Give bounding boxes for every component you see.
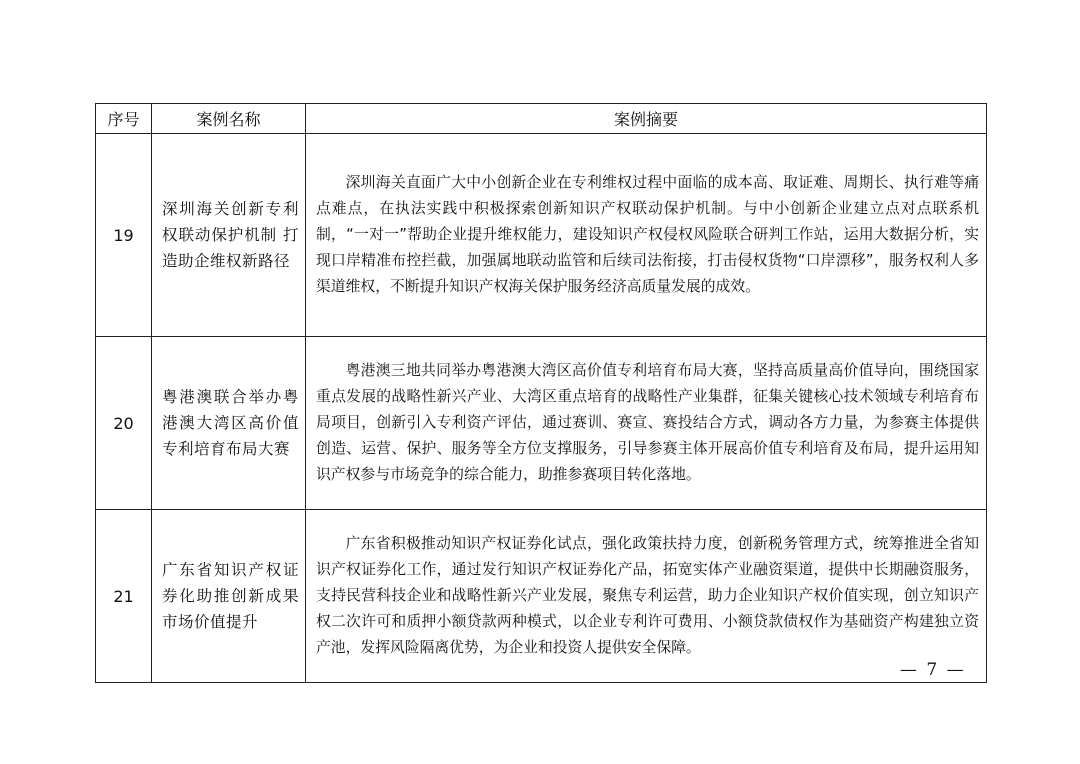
header-case-name: 案例名称 [152, 104, 306, 134]
table-row [96, 134, 987, 337]
page-number: — 7 — [900, 660, 966, 680]
table-header-row [96, 104, 987, 134]
case-summary: 粤港澳三地共同举办粤港澳大湾区高价值专利培育布局大赛，坚持高质量高价值导向，围绕国家重点发展的战略性新兴产业、大湾区重点培育的战略性产业集群，征集关键核心技术领域专利培育布局项目，创新引入专利资产评估，通过赛训、赛宣、赛投结合方式，调动各方力量，为参赛主体提供创造、运营、保护、服务等全方位支撑服务，引导参赛主体开展高价值专利培育及布局，提升运用知识产权参与市场竞争的综合能力，助推参赛项目转化落地。 [306, 337, 987, 510]
case-summary: 深圳海关直面广大中小创新企业在专利维权过程中面临的成本高、取证难、周期长、执行难等痛点难点，在执法实践中积极探索创新知识产权联动保护机制。与中小创新企业建立点对点联系机制，“一对一”帮助企业提升维权能力，建设知识产权侵权风险联合研判工作站，运用大数据分析，实现口岸精准布控拦截，加强属地联动监管和后续司法衔接，打击侵权货物“口岸漂移”，服务权利人多渠道维权，不断提升知识产权海关保护服务经济高质量发展的成效。 [306, 134, 987, 337]
case-name: 广东省知识产权证券化助推创新成果市场价值提升 [152, 510, 306, 683]
case-number: 20 [96, 337, 152, 510]
case-number: 19 [96, 134, 152, 337]
case-name: 粤港澳联合举办粤港澳大湾区高价值专利培育布局大赛 [152, 337, 306, 510]
table-row [96, 510, 987, 683]
case-name: 深圳海关创新专利权联动保护机制 打造助企维权新路径 [152, 134, 306, 337]
case-summary: 广东省积极推动知识产权证券化试点，强化政策扶持力度，创新税务管理方式，统筹推进全省知识产权证券化工作，通过发行知识产权证券化产品，拓宽实体产业融资渠道，提供中长期融资服务，支持民营科技企业和战略性新兴产业发展，聚焦专利运营，助力企业知识产权价值实现，创立知识产权二次许可和质押小额贷款两种模式，以企业专利许可费用、小额贷款债权作为基础资产构建独立资产池，发挥风险隔离优势，为企业和投资人提供安全保障。 [306, 510, 987, 683]
header-case-summary: 案例摘要 [306, 104, 987, 134]
header-number: 序号 [96, 104, 152, 134]
case-table [95, 103, 987, 683]
table-row [96, 337, 987, 510]
case-number: 21 [96, 510, 152, 683]
